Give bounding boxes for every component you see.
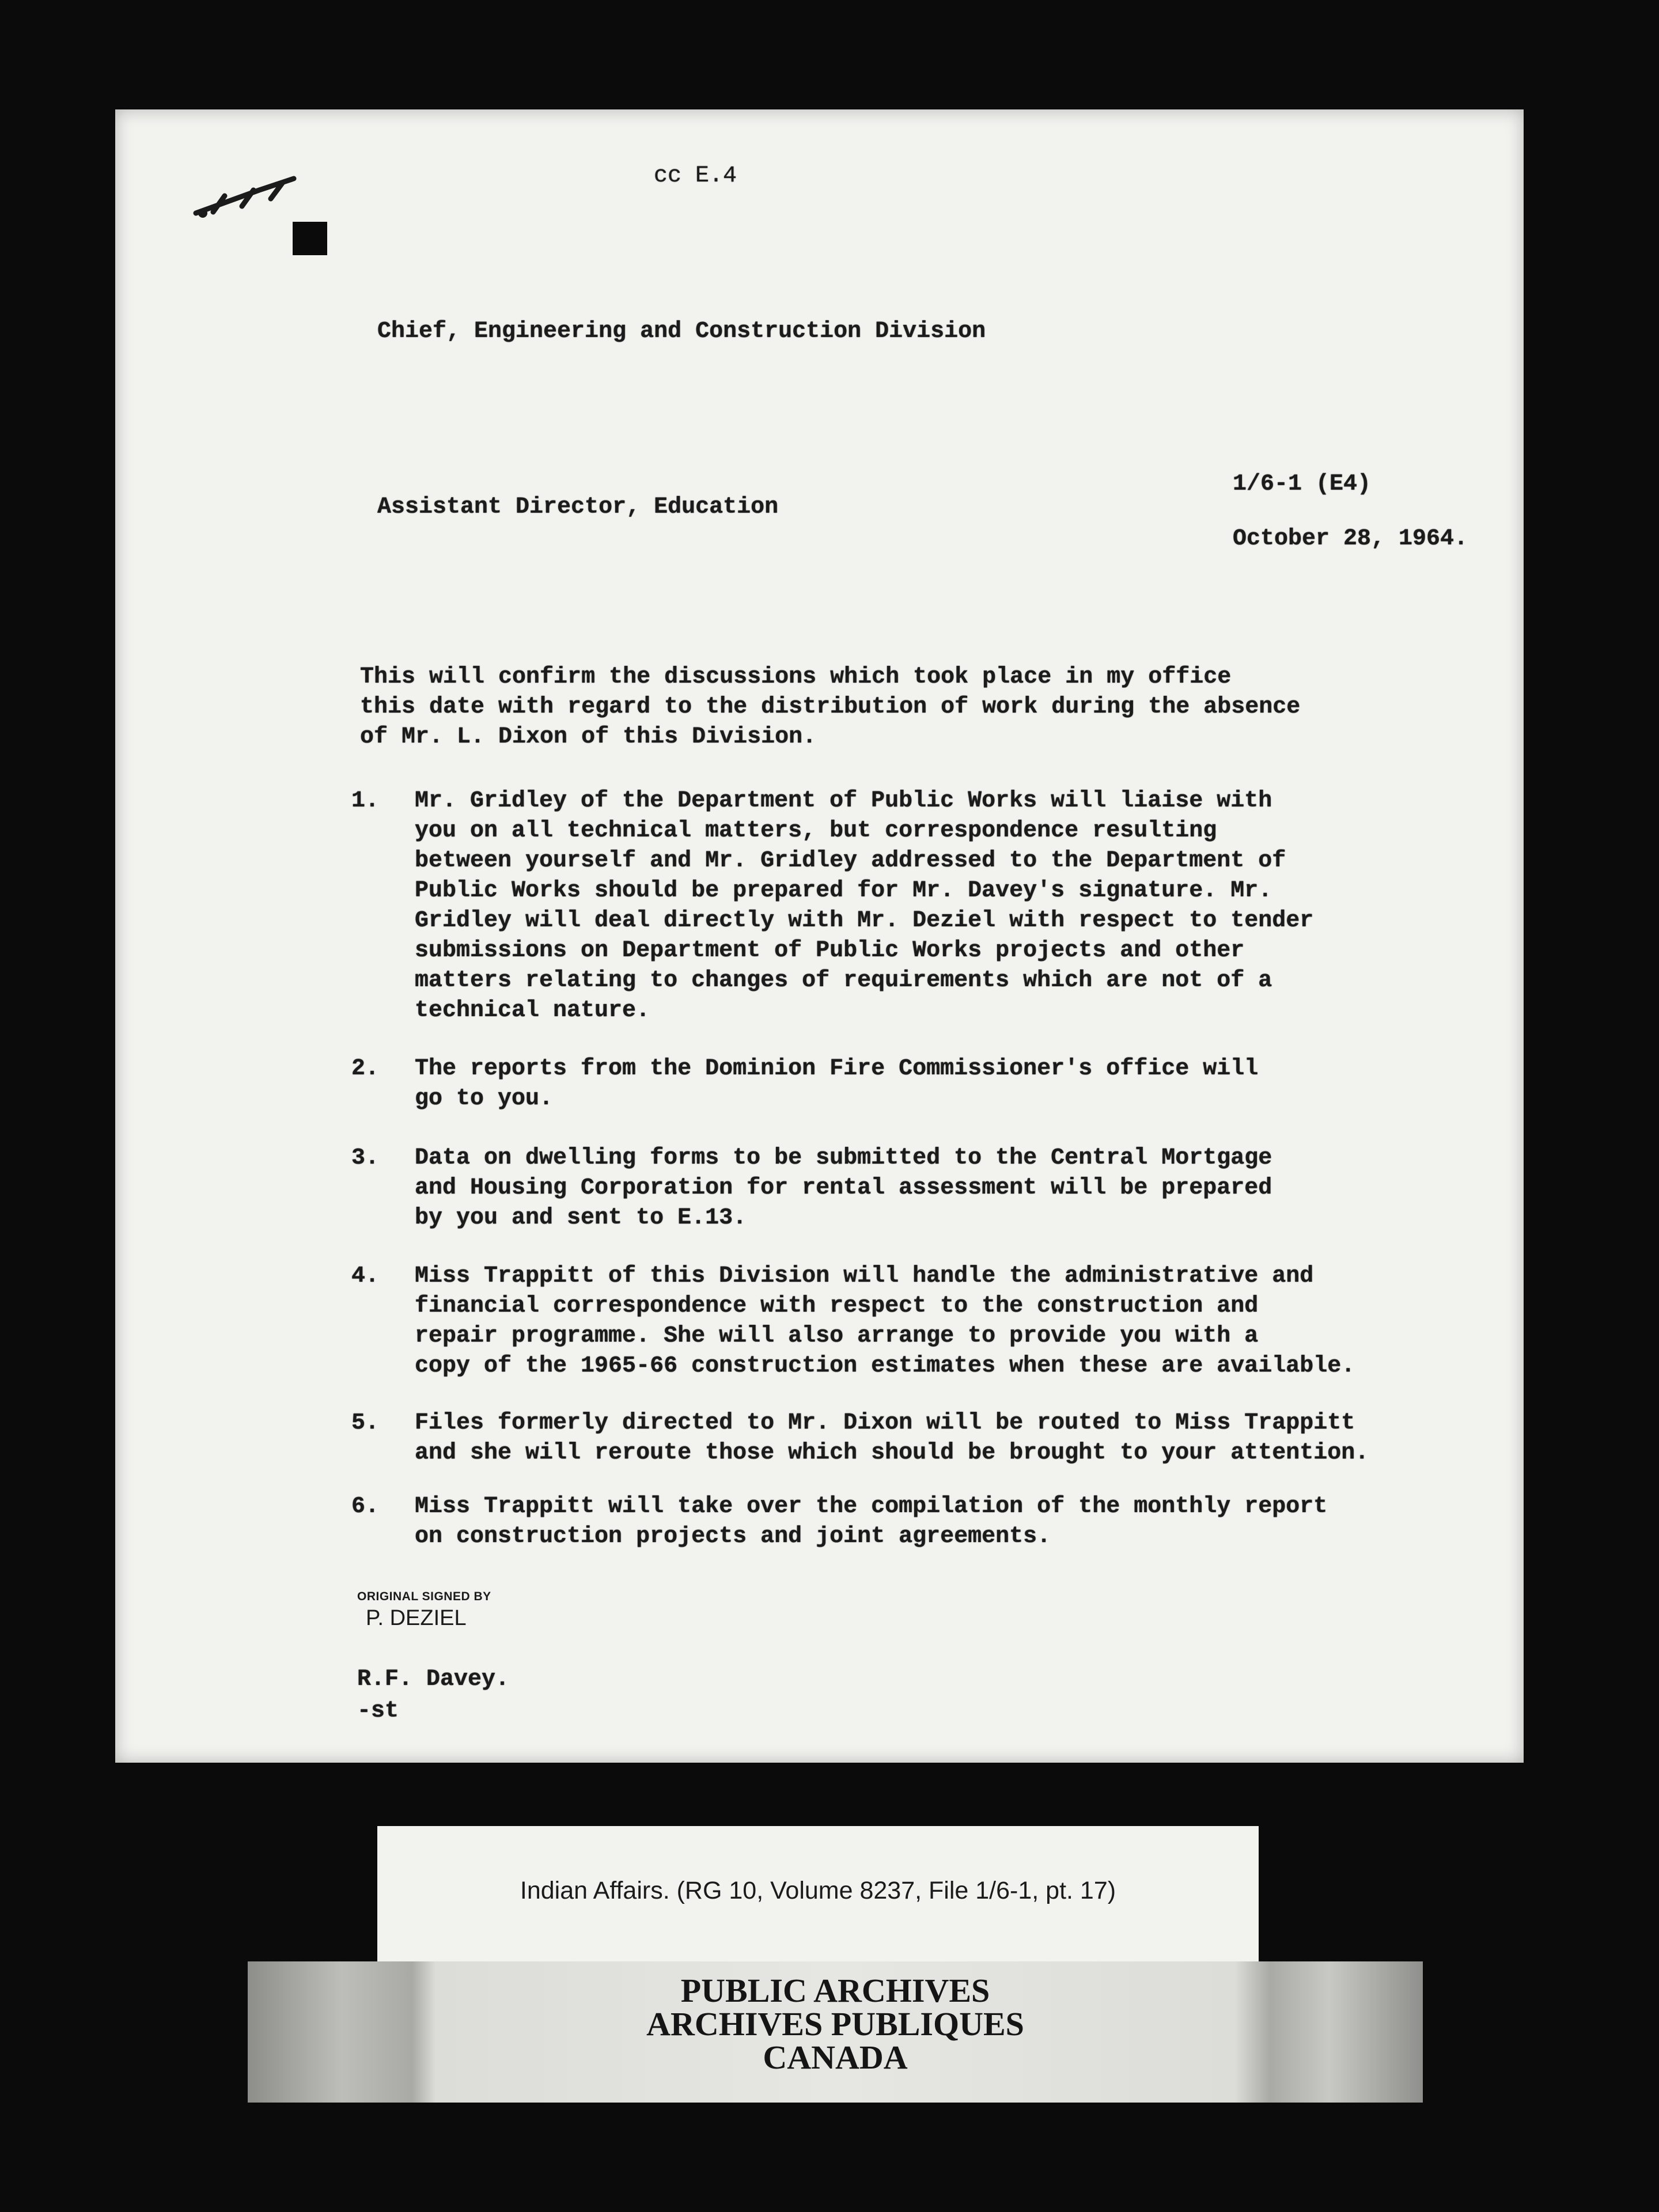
paragraph-body	[415, 1054, 1258, 1114]
signer-name: R.F. Davey.	[357, 1666, 510, 1692]
archive-reference-label	[377, 1826, 1259, 1964]
archive-band-text	[248, 1974, 1423, 2074]
memo-from: Assistant Director, Education	[377, 494, 779, 520]
paragraph-line: Mr. Gridley of the Department of Public Works will liaise with	[415, 788, 1272, 814]
paragraph-line: The reports from the Dominion Fire Commissioner's office will	[415, 1056, 1259, 1082]
paragraph-line: copy of the 1965-66 construction estimates when these are available.	[415, 1353, 1355, 1379]
paragraph-body	[415, 1143, 1272, 1233]
archive-band	[248, 1961, 1423, 2103]
paragraph-line: matters relating to changes of requirements which are not of a	[415, 968, 1272, 994]
paragraph-line: and she will reroute those which should be brought to your attention.	[415, 1440, 1369, 1466]
paragraph-number: 6.	[351, 1494, 380, 1520]
cc-reference: cc E.4	[654, 163, 737, 189]
archive-line-english: PUBLIC ARCHIVES	[680, 1972, 990, 2009]
paragraph-line: go to you.	[415, 1086, 554, 1112]
archive-reference-text: Indian Affairs. (RG 10, Volume 8237, File 1/6-1, pt. 17)	[520, 1877, 1116, 1904]
archive-line-french: ARCHIVES PUBLIQUES	[646, 2005, 1024, 2043]
memo-to: Chief, Engineering and Construction Division	[377, 319, 986, 344]
paragraph-number: 4.	[351, 1263, 380, 1289]
paragraph-number: 5.	[351, 1410, 380, 1436]
intro-paragraph	[360, 662, 1300, 752]
paragraph-line: repair programme. She will also arrange to provide you with a	[415, 1323, 1259, 1349]
paragraph-line: you on all technical matters, but correspondence resulting	[415, 818, 1217, 844]
paragraph-line: submissions on Department of Public Works projects and other	[415, 938, 1245, 964]
paragraph-line: financial correspondence with respect to the construction and	[415, 1293, 1259, 1319]
paragraph-number: 1.	[351, 788, 380, 814]
memo-date: October 28, 1964.	[1233, 526, 1468, 552]
intro-line: this date with regard to the distribution of work during the absence	[360, 694, 1301, 720]
signature-stamp-label: ORIGINAL SIGNED BY	[357, 1590, 491, 1603]
paragraph-line: by you and sent to E.13.	[415, 1205, 747, 1231]
signature-stamp-name: P. DEZIEL	[366, 1606, 467, 1630]
paragraph-body	[415, 1492, 1327, 1552]
paragraph-body	[415, 786, 1313, 1026]
paragraph-line: and Housing Corporation for rental assessment will be prepared	[415, 1175, 1272, 1201]
file-reference: 1/6-1 (E4)	[1233, 471, 1372, 497]
paragraph-body	[415, 1262, 1355, 1381]
paragraph-line: Gridley will deal directly with Mr. Deziel with respect to tender	[415, 908, 1314, 934]
paragraph-line: Miss Trappitt will take over the compilation of the monthly report	[415, 1494, 1328, 1520]
paragraph-number: 2.	[351, 1056, 380, 1082]
punch-hole	[293, 222, 327, 255]
paragraph-body	[415, 1408, 1369, 1468]
paragraph-line: Files formerly directed to Mr. Dixon will be routed to Miss Trappitt	[415, 1410, 1355, 1436]
paragraph-number: 3.	[351, 1145, 380, 1171]
typist-initials: -st	[357, 1698, 399, 1724]
paragraph-line: Miss Trappitt of this Division will handle the administrative and	[415, 1263, 1314, 1289]
intro-line: of Mr. L. Dixon of this Division.	[360, 724, 817, 750]
paragraph-line: Data on dwelling forms to be submitted to the Central Mortgage	[415, 1145, 1272, 1171]
archive-line-country: CANADA	[763, 2039, 908, 2076]
memo-page	[115, 109, 1524, 1763]
intro-line: This will confirm the discussions which took place in my office	[360, 664, 1232, 690]
paragraph-line: Public Works should be prepared for Mr. Davey's signature. Mr.	[415, 878, 1272, 904]
paragraph-line: on construction projects and joint agreements.	[415, 1524, 1051, 1550]
paragraph-line: between yourself and Mr. Gridley addressed to the Department of	[415, 848, 1286, 874]
paragraph-line: technical nature.	[415, 998, 650, 1024]
